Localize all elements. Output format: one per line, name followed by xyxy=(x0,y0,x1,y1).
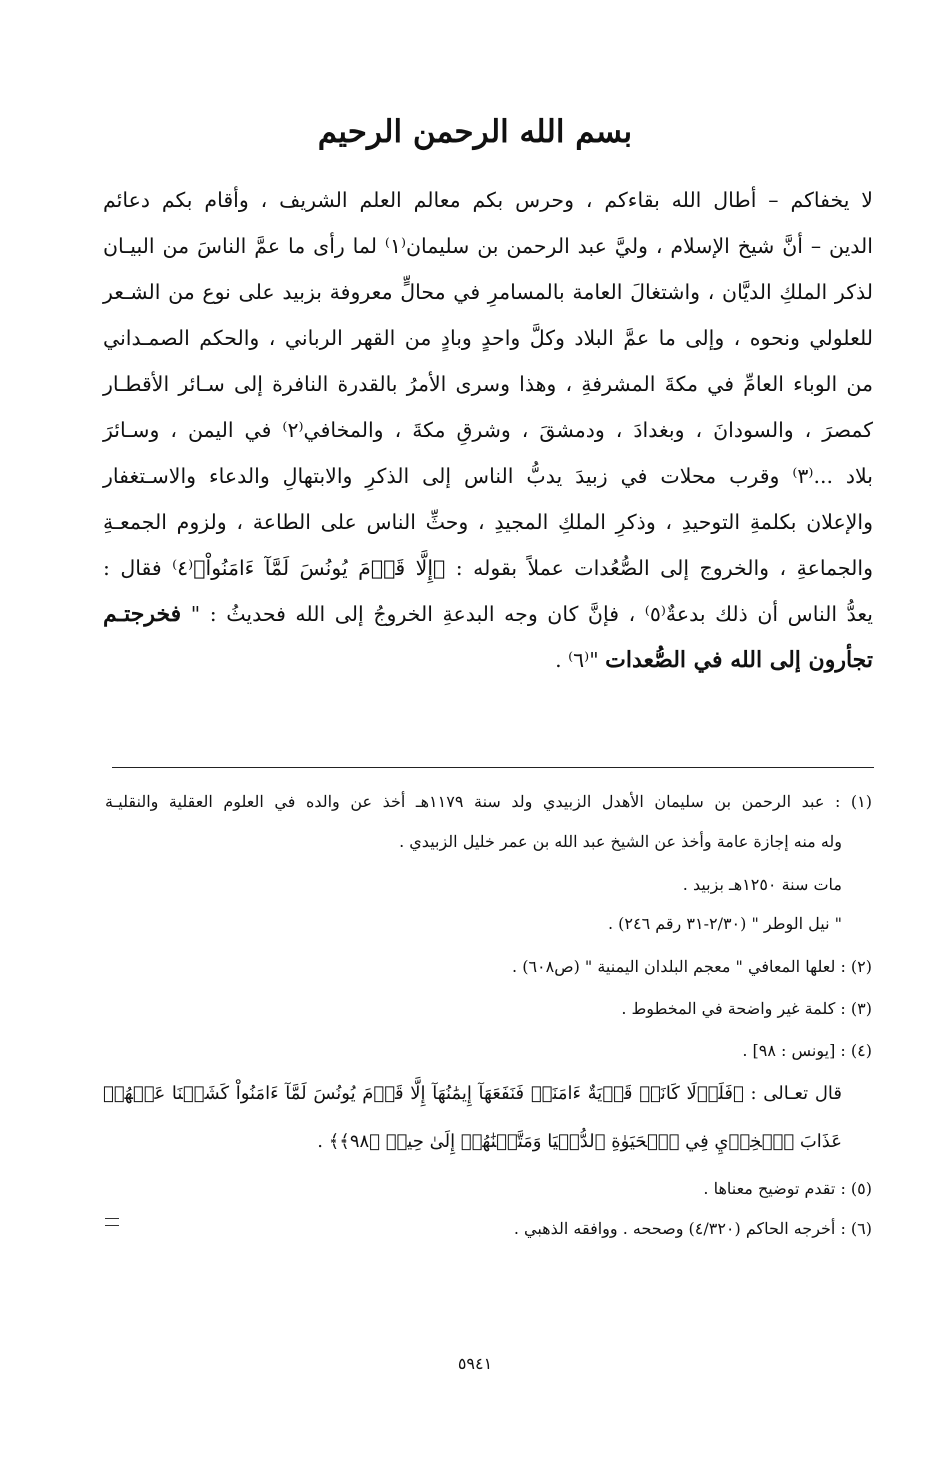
margin-mark xyxy=(105,1218,119,1226)
main-body-text xyxy=(103,177,873,683)
footnote-1-line-2: وله منه إجازة عامة وأخذ عن الشيخ عبد الله بن عمر خليل الزبيدي . xyxy=(399,832,842,851)
hadith-bold-end: تجأرون إلى الله في الصُّعدات xyxy=(605,647,873,673)
body-line-6: كمصرَ ، والسودانَ ، وبغدادَ ، ودمشقَ ، وشرقِ مكةَ ، والمخافي⁽٢⁾ في اليمن ، وسـائرَ xyxy=(103,418,873,442)
footnote-4: (٤) : [يونس : ٩٨] . xyxy=(742,1041,872,1060)
body-line-3: لذكر الملكِ الديَّان ، واشتغالَ العامة بالمسامرِ في محالٍّ معروفة بزبيد على نوع من الشـعر xyxy=(103,280,873,304)
body-line-11-tail: "⁽٦⁾ . xyxy=(555,648,606,672)
body-line-1: لا يخفاكم – أطال الله بقاءكم ، وحرس بكم معالم العلم الشريف ، وأقام بكم دعائم xyxy=(103,188,873,212)
footnote-3: (٣) : كلمة غير واضحة في المخطوط . xyxy=(621,999,872,1018)
footnote-separator xyxy=(112,767,874,768)
footnote-1-line-4: " نيل الوطر " (٢/٣٠-٣١ رقم ٢٤٦) . xyxy=(607,914,842,933)
body-line-8: والإعلان بكلمةِ التوحيدِ ، وذكرِ الملكِ المجيدِ ، وحثِّ الناس على الطاعة ، ولزوم الجمعـةِ xyxy=(103,510,873,534)
body-line-10-text: يعدُّ الناس أن ذلك بدعةٌ⁽٥⁾ ، فإنَّ كان وجه البدعةِ الخروجُ إلى الله فحديثُ : " xyxy=(190,602,873,626)
footnote-4-quran-line-2: عَذَابَ ٱلۡخِزۡيِ فِي ٱلۡحَيَوٰةِ ٱلدُّنۡيَا وَمَتَّعۡنَٰهُمۡ إِلَىٰ حِينٖ ﴿٩٨﴾﴾ . xyxy=(317,1131,842,1152)
body-line-7: بلاد ...⁽٣⁾ وقرب محلات في زبيدَ يدبُّ الناس إلى الذكرِ والابتهالِ والدعاء والاسـتغفار xyxy=(103,464,873,488)
footnote-6: (٦) : أخرجه الحاكم (٤/٣٢٠) وصححه . ووافقه الذهبي . xyxy=(513,1219,872,1238)
body-line-10 xyxy=(103,591,873,637)
page-title: بسم الله الرحمن الرحيم xyxy=(317,114,633,150)
body-line-11 xyxy=(103,637,873,683)
body-line-5: من الوباء العامِّ في مكةَ المشرفةِ ، وهذا وسرى الأمرُ بالقدرة النافرة إلى سـائر الأقطـار xyxy=(103,372,873,396)
footnote-1-line-1: (١) : عبد الرحمن بن سليمان الأهدل الزبيدي ولد سنة ١١٧٩هـ أخذ عن والده في العلوم العقلية والنقليـة xyxy=(105,792,873,811)
footnote-2: (٢) : لعلها المعافي " معجم البلدان اليمنية " (ص٦٠٨) . xyxy=(512,957,872,976)
body-line-2: الدين – أنَّ شيخ الإسلام ، وليَّ عبد الرحمن بن سليمان⁽١⁾ لما رأى ما عمَّ الناسَ من البيـان xyxy=(103,234,873,258)
footnote-5: (٥) : تقدم توضيح معناها . xyxy=(703,1179,872,1198)
footnote-4-quran-line-1: قال تعـالى : ﴿فَلَوۡلَا كَانَتۡ قَرۡيَةٌ ءَامَنَتۡ فَنَفَعَهَآ إِيمَٰنُهَآ إِلَّا قَوۡمَ يُونُسَ لَمَّآ ءَامَنُواْ كَشَفۡنَا عَنۡهُمۡ xyxy=(103,1083,842,1104)
page-number: ٥٩٤١ xyxy=(457,1354,493,1373)
body-line-4: للعلولي ونحوه ، وإلى ما عمَّ البلاد وكلَّ واحدٍ وبادٍ من القهر الرباني ، والحكم الصمـداني xyxy=(103,326,873,350)
footnote-1-line-3: مات سنة ١٢٥٠هـ بزبيد . xyxy=(682,875,842,894)
hadith-bold-start: فخرجتـم xyxy=(103,601,182,627)
body-line-9: والجماعةِ ، والخروج إلى الصُّعُدات عملاً بقوله : ﴿إِلَّا قَوۡمَ يُونُسَ لَمَّآ ءَامَنُواْ﴾⁽٤⁾ فقال : xyxy=(103,556,873,580)
